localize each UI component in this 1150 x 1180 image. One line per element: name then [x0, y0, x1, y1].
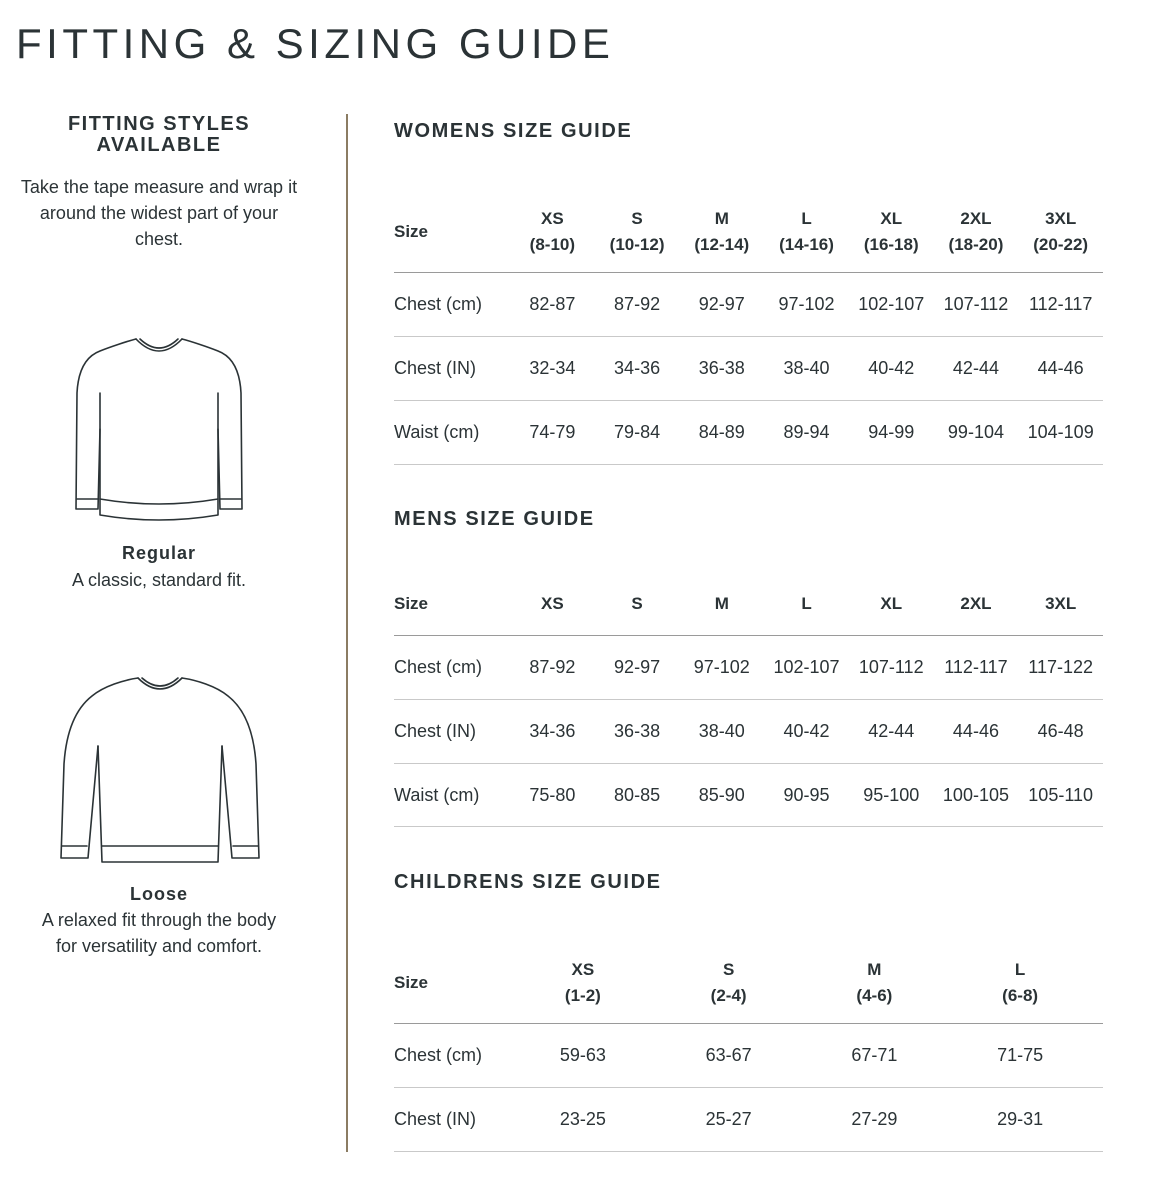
fitting-styles-heading-line2: AVAILABLE — [96, 134, 222, 156]
table-cell: 42-44 — [952, 358, 999, 378]
row-label: Chest (cm) — [394, 1045, 483, 1065]
table-cell: 42-44 — [868, 721, 915, 741]
table-cell: 40-42 — [868, 358, 915, 378]
table-row — [394, 337, 1103, 401]
fitting-styles-panel — [0, 114, 318, 252]
table-cell: 79-84 — [614, 422, 661, 442]
table-cell: 34-36 — [529, 721, 576, 741]
loose-fit-name: Loose — [129, 884, 188, 904]
size-column-header: S — [631, 593, 643, 613]
table-cell: 71-75 — [997, 1045, 1044, 1065]
table-cell: 95-100 — [863, 784, 920, 805]
table-cell: 25-27 — [705, 1109, 752, 1129]
row-label: Waist (cm) — [394, 784, 480, 805]
loose-sweater-icon — [58, 674, 262, 864]
table-cell: 85-90 — [698, 784, 745, 805]
table-cell: 59-63 — [559, 1045, 606, 1065]
regular-sweater-icon — [70, 333, 248, 525]
fitting-styles-heading — [0, 114, 318, 156]
table-cell: 90-95 — [783, 784, 830, 805]
table-cell: 67-71 — [851, 1045, 898, 1065]
womens-size-table — [394, 192, 1103, 465]
size-column-header: 3XL — [1045, 593, 1077, 613]
childrens-size-guide-title: CHILDRENS SIZE GUIDE — [394, 871, 662, 893]
size-header-label: Size — [394, 593, 429, 613]
row-label: Chest (IN) — [394, 721, 477, 741]
table-cell: 92-97 — [698, 294, 745, 314]
table-cell: 102-107 — [773, 657, 840, 677]
table-row — [394, 1024, 1103, 1088]
table-cell: 75-80 — [529, 784, 576, 805]
table-cell: 117-122 — [1028, 657, 1094, 677]
childrens-size-table — [394, 943, 1103, 1152]
table-cell: 38-40 — [783, 358, 830, 378]
regular-fit-name: Regular — [121, 543, 197, 563]
table-cell: 74-79 — [529, 422, 576, 442]
mens-size-guide-title: MENS SIZE GUIDE — [394, 508, 595, 530]
table-cell: 32-34 — [529, 358, 576, 378]
table-row — [394, 636, 1103, 700]
row-label: Chest (IN) — [394, 1109, 477, 1129]
table-cell: 38-40 — [698, 721, 745, 741]
table-cell: 80-85 — [614, 784, 661, 805]
table-cell: 94-99 — [868, 422, 915, 442]
row-label: Chest (cm) — [394, 657, 483, 677]
table-cell: 29-31 — [997, 1109, 1044, 1129]
size-column-header: M (4-6) — [856, 960, 893, 1005]
table-cell: 89-94 — [783, 422, 830, 442]
table-cell: 63-67 — [705, 1045, 752, 1065]
page-title: FITTING & SIZING GUIDE — [16, 20, 615, 67]
loose-fit-description-line2: for versatility and comfort. — [55, 936, 263, 956]
row-label: Chest (cm) — [394, 294, 483, 314]
table-cell: 44-46 — [1037, 358, 1084, 378]
table-cell: 40-42 — [783, 721, 830, 741]
loose-fit-description-line1: A relaxed fit through the body — [41, 910, 277, 930]
row-label: Chest (IN) — [394, 358, 477, 378]
column-divider — [346, 114, 348, 1152]
size-column-header: XL (16-18) — [863, 209, 919, 254]
size-column-header: 3XL (20-22) — [1033, 209, 1089, 254]
table-cell: 46-48 — [1037, 721, 1084, 741]
table-cell: 27-29 — [851, 1109, 898, 1129]
table-cell: 84-89 — [698, 422, 745, 442]
table-cell: 107-112 — [858, 657, 924, 677]
table-row — [394, 700, 1103, 764]
table-cell: 97-102 — [693, 657, 750, 677]
size-column-header: 2XL — [960, 593, 992, 613]
table-cell: 112-117 — [1028, 294, 1093, 314]
loose-fit-description — [0, 907, 318, 959]
size-column-header: XS (8-10) — [529, 209, 576, 254]
table-cell: 87-92 — [529, 657, 576, 677]
size-column-header: S (2-4) — [710, 960, 747, 1005]
table-cell: 36-38 — [614, 721, 661, 741]
table-cell: 34-36 — [614, 358, 661, 378]
size-column-header: M — [714, 593, 729, 613]
table-cell: 99-104 — [947, 422, 1004, 442]
table-row — [394, 273, 1103, 337]
table-cell: 102-107 — [858, 294, 925, 314]
table-header-row — [394, 943, 1103, 1024]
table-header-row — [394, 572, 1103, 636]
table-cell: 36-38 — [698, 358, 745, 378]
table-row — [394, 764, 1103, 827]
table-cell: 104-109 — [1027, 422, 1094, 442]
size-column-header: M (12-14) — [694, 209, 750, 254]
size-header-label: Size — [394, 973, 429, 992]
fitting-styles-heading-line1: FITTING STYLES — [67, 113, 251, 135]
size-column-header: XS — [541, 593, 564, 613]
table-cell: 92-97 — [614, 657, 661, 677]
measure-instructions: Take the tape measure and wrap it around the widest part of your chest. — [20, 177, 298, 249]
size-column-header: L (14-16) — [779, 209, 834, 254]
table-cell: 97-102 — [778, 294, 835, 314]
table-row — [394, 401, 1103, 465]
womens-size-guide-title: WOMENS SIZE GUIDE — [394, 120, 633, 142]
size-column-header: XS (1-2) — [564, 960, 601, 1005]
size-column-header: L (6-8) — [1002, 960, 1039, 1005]
table-cell: 112-117 — [944, 657, 1008, 677]
regular-fit-description: A classic, standard fit. — [71, 570, 247, 590]
size-column-header: 2XL (18-20) — [948, 209, 1004, 254]
size-column-header: L — [801, 593, 812, 613]
size-column-header: XL — [880, 593, 903, 613]
row-label: Waist (cm) — [394, 422, 480, 442]
table-cell: 82-87 — [529, 294, 576, 314]
table-cell: 100-105 — [942, 784, 1009, 805]
mens-size-table — [394, 572, 1103, 827]
table-cell: 105-110 — [1028, 784, 1094, 805]
table-cell: 23-25 — [559, 1109, 606, 1129]
size-header-label: Size — [394, 222, 429, 241]
table-row — [394, 1088, 1103, 1152]
table-cell: 44-46 — [952, 721, 999, 741]
table-cell: 87-92 — [614, 294, 661, 314]
table-cell: 107-112 — [943, 294, 1009, 314]
table-header-row — [394, 192, 1103, 273]
size-column-header: S (10-12) — [609, 209, 665, 254]
